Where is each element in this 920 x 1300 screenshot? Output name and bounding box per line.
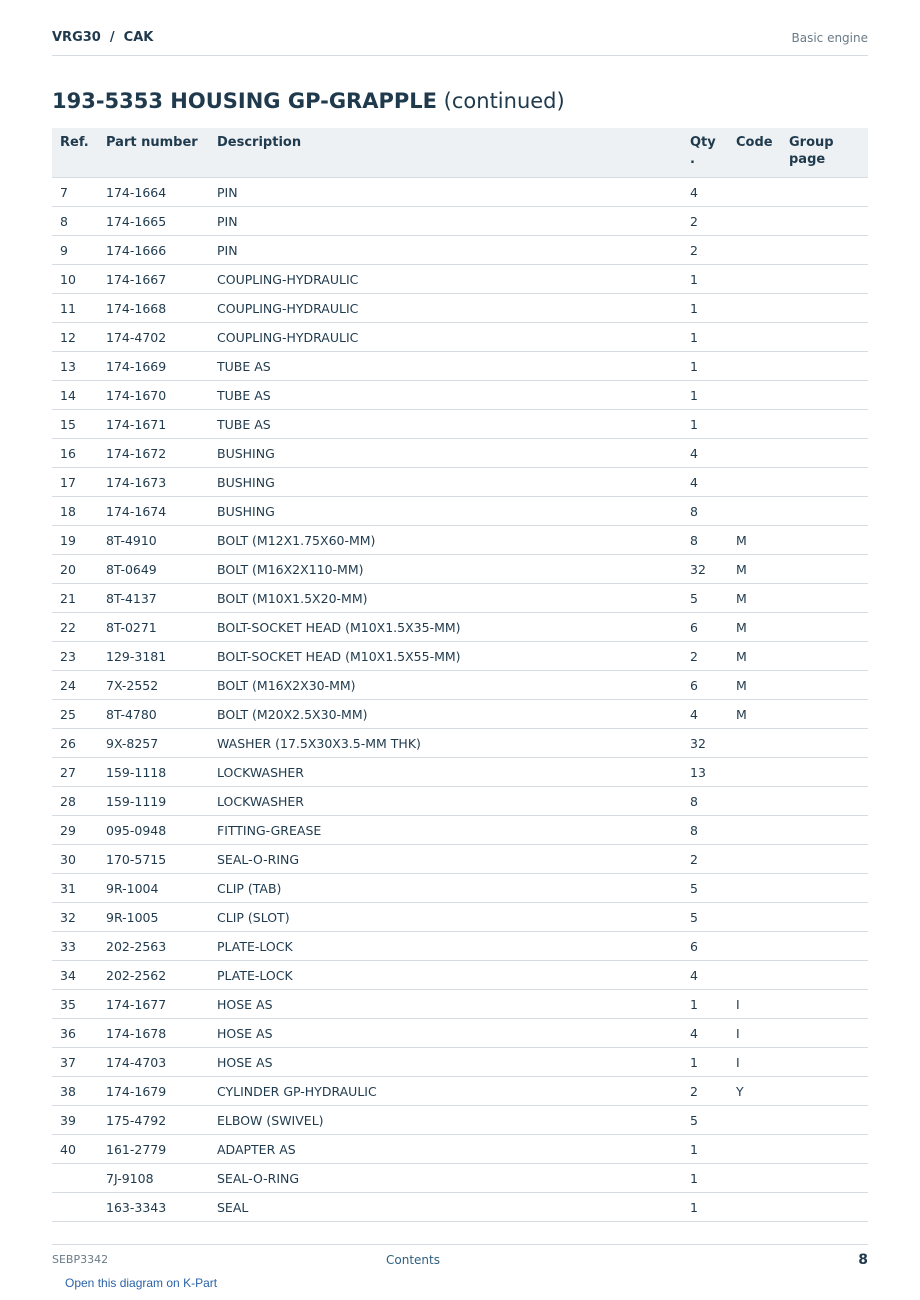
description-cell: HOSE AS	[209, 990, 682, 1019]
qty-cell: 6	[682, 671, 728, 700]
part-number-cell: 202-2563	[98, 932, 209, 961]
description-cell: BOLT (M12X1.75X60-MM)	[209, 526, 682, 555]
group-page-cell	[781, 468, 868, 497]
code-cell: M	[728, 613, 781, 642]
part-number-cell: 8T-4910	[98, 526, 209, 555]
code-cell	[728, 294, 781, 323]
code-cell	[728, 236, 781, 265]
part-number-cell: 174-1674	[98, 497, 209, 526]
code-cell	[728, 468, 781, 497]
code-cell	[728, 729, 781, 758]
ref-cell: 26	[52, 729, 98, 758]
ref-cell: 24	[52, 671, 98, 700]
description-cell: COUPLING-HYDRAULIC	[209, 265, 682, 294]
group-page-cell	[781, 236, 868, 265]
description-cell: CYLINDER GP-HYDRAULIC	[209, 1077, 682, 1106]
table-row	[52, 729, 868, 758]
code-cell: M	[728, 642, 781, 671]
code-cell	[728, 381, 781, 410]
group-page-cell	[781, 584, 868, 613]
group-page-cell	[781, 758, 868, 787]
part-number-cell: 174-4702	[98, 323, 209, 352]
ref-cell: 10	[52, 265, 98, 294]
group-page-cell	[781, 1164, 868, 1193]
table-row	[52, 468, 868, 497]
description-cell: CLIP (TAB)	[209, 874, 682, 903]
ref-cell	[52, 1193, 98, 1222]
code-cell: I	[728, 1019, 781, 1048]
description-cell: BOLT-SOCKET HEAD (M10X1.5X35-MM)	[209, 613, 682, 642]
ref-cell: 31	[52, 874, 98, 903]
qty-cell: 1	[682, 323, 728, 352]
group-page-cell	[781, 207, 868, 236]
code-cell: M	[728, 555, 781, 584]
part-number-cell: 129-3181	[98, 642, 209, 671]
code-cell: M	[728, 671, 781, 700]
table-row	[52, 555, 868, 584]
code-cell	[728, 787, 781, 816]
code-cell: Y	[728, 1077, 781, 1106]
contents-link[interactable]: Contents	[386, 1253, 440, 1267]
part-number-cell: 9R-1004	[98, 874, 209, 903]
group-page-cell	[781, 787, 868, 816]
code-cell	[728, 178, 781, 207]
table-row	[52, 178, 868, 207]
qty-cell: 2	[682, 207, 728, 236]
description-cell: COUPLING-HYDRAULIC	[209, 294, 682, 323]
group-page-cell	[781, 1135, 868, 1164]
ref-cell: 22	[52, 613, 98, 642]
qty-cell: 4	[682, 1019, 728, 1048]
model-breadcrumb: VRG30 / CAK	[52, 30, 154, 45]
table-row	[52, 236, 868, 265]
part-number-cell: 159-1119	[98, 787, 209, 816]
qty-cell: 5	[682, 584, 728, 613]
part-number-cell: 9X-8257	[98, 729, 209, 758]
group-page-cell	[781, 874, 868, 903]
code-cell	[728, 1193, 781, 1222]
ref-cell: 27	[52, 758, 98, 787]
table-row	[52, 207, 868, 236]
qty-cell: 8	[682, 526, 728, 555]
table-row	[52, 1019, 868, 1048]
table-row	[52, 1164, 868, 1193]
kpart-diagram-link[interactable]: Open this diagram on K-Part	[65, 1276, 218, 1290]
ref-cell: 15	[52, 410, 98, 439]
part-number-cell: 174-1673	[98, 468, 209, 497]
description-cell: WASHER (17.5X30X3.5-MM THK)	[209, 729, 682, 758]
qty-cell: 2	[682, 236, 728, 265]
ref-cell: 39	[52, 1106, 98, 1135]
part-number-cell: 174-1670	[98, 381, 209, 410]
table-row	[52, 1106, 868, 1135]
table-row	[52, 584, 868, 613]
description-cell: PIN	[209, 236, 682, 265]
qty-cell: 1	[682, 1193, 728, 1222]
table-row	[52, 265, 868, 294]
table-row	[52, 497, 868, 526]
part-number-cell: 174-1665	[98, 207, 209, 236]
group-page-cell	[781, 932, 868, 961]
code-cell	[728, 932, 781, 961]
description-cell: BOLT (M10X1.5X20-MM)	[209, 584, 682, 613]
code-cell	[728, 1164, 781, 1193]
part-number-cell: 174-1669	[98, 352, 209, 381]
group-page-cell	[781, 671, 868, 700]
part-number-cell: 163-3343	[98, 1193, 209, 1222]
col-header-description: Description	[209, 128, 682, 178]
document-code: SEBP3342	[52, 1253, 109, 1266]
part-number-cell: 174-1668	[98, 294, 209, 323]
group-page-cell	[781, 1193, 868, 1222]
table-row	[52, 845, 868, 874]
section-name: Basic engine	[791, 31, 868, 45]
qty-cell: 4	[682, 700, 728, 729]
table-row	[52, 323, 868, 352]
footer-divider	[52, 1244, 868, 1245]
col-header-qty: Qty .	[682, 128, 728, 178]
page-header	[52, 28, 868, 56]
ref-cell: 40	[52, 1135, 98, 1164]
group-page-cell	[781, 294, 868, 323]
title-main: 193-5353 HOUSING GP-GRAPPLE	[52, 89, 437, 113]
group-page-cell	[781, 178, 868, 207]
qty-cell: 8	[682, 816, 728, 845]
part-number-cell: 174-1667	[98, 265, 209, 294]
qty-cell: 5	[682, 903, 728, 932]
table-row	[52, 410, 868, 439]
ref-cell: 32	[52, 903, 98, 932]
parts-table-body	[52, 178, 868, 1222]
group-page-cell	[781, 990, 868, 1019]
table-row	[52, 671, 868, 700]
table-row	[52, 1077, 868, 1106]
table-row	[52, 642, 868, 671]
group-page-cell	[781, 642, 868, 671]
qty-cell: 4	[682, 178, 728, 207]
qty-cell: 6	[682, 613, 728, 642]
code-cell: I	[728, 1048, 781, 1077]
ref-cell: 7	[52, 178, 98, 207]
qty-cell: 4	[682, 468, 728, 497]
description-cell: BOLT (M16X2X30-MM)	[209, 671, 682, 700]
group-page-cell	[781, 729, 868, 758]
code-cell	[728, 874, 781, 903]
ref-cell: 28	[52, 787, 98, 816]
ref-cell: 36	[52, 1019, 98, 1048]
table-row	[52, 439, 868, 468]
description-cell: LOCKWASHER	[209, 787, 682, 816]
description-cell: TUBE AS	[209, 410, 682, 439]
parts-table	[52, 128, 868, 1222]
ref-cell: 38	[52, 1077, 98, 1106]
part-number-cell: 7J-9108	[98, 1164, 209, 1193]
qty-cell: 2	[682, 845, 728, 874]
qty-cell: 1	[682, 1048, 728, 1077]
qty-cell: 6	[682, 932, 728, 961]
group-page-cell	[781, 700, 868, 729]
table-row	[52, 758, 868, 787]
group-page-cell	[781, 845, 868, 874]
table-row	[52, 961, 868, 990]
group-page-cell	[781, 613, 868, 642]
table-row	[52, 381, 868, 410]
part-number-cell: 170-5715	[98, 845, 209, 874]
group-page-cell	[781, 526, 868, 555]
table-row	[52, 1048, 868, 1077]
page-number: 8	[858, 1252, 868, 1268]
group-page-cell	[781, 352, 868, 381]
table-row	[52, 787, 868, 816]
qty-cell: 13	[682, 758, 728, 787]
table-row	[52, 526, 868, 555]
description-cell: TUBE AS	[209, 352, 682, 381]
code-cell	[728, 439, 781, 468]
code-cell	[728, 207, 781, 236]
part-number-cell: 174-1671	[98, 410, 209, 439]
description-cell: HOSE AS	[209, 1048, 682, 1077]
qty-cell: 8	[682, 497, 728, 526]
code-cell	[728, 903, 781, 932]
description-cell: BOLT (M20X2.5X30-MM)	[209, 700, 682, 729]
table-header-row	[52, 128, 868, 178]
ref-cell: 34	[52, 961, 98, 990]
part-number-cell: 161-2779	[98, 1135, 209, 1164]
group-page-cell	[781, 497, 868, 526]
description-cell: BOLT-SOCKET HEAD (M10X1.5X55-MM)	[209, 642, 682, 671]
code-cell	[728, 323, 781, 352]
part-number-cell: 174-1678	[98, 1019, 209, 1048]
part-number-cell: 7X-2552	[98, 671, 209, 700]
ref-cell: 16	[52, 439, 98, 468]
table-row	[52, 613, 868, 642]
description-cell: PIN	[209, 178, 682, 207]
part-number-cell: 174-1677	[98, 990, 209, 1019]
code-cell	[728, 961, 781, 990]
group-page-cell	[781, 903, 868, 932]
ref-cell: 37	[52, 1048, 98, 1077]
ref-cell: 9	[52, 236, 98, 265]
qty-cell: 1	[682, 352, 728, 381]
table-row	[52, 903, 868, 932]
ref-cell: 18	[52, 497, 98, 526]
qty-cell: 2	[682, 1077, 728, 1106]
group-page-cell	[781, 1077, 868, 1106]
part-number-cell: 8T-4137	[98, 584, 209, 613]
group-page-cell	[781, 555, 868, 584]
group-page-cell	[781, 381, 868, 410]
description-cell: ADAPTER AS	[209, 1135, 682, 1164]
description-cell: BUSHING	[209, 497, 682, 526]
qty-cell: 8	[682, 787, 728, 816]
qty-cell: 1	[682, 265, 728, 294]
code-cell	[728, 816, 781, 845]
ref-cell: 12	[52, 323, 98, 352]
ref-cell: 14	[52, 381, 98, 410]
description-cell: ELBOW (SWIVEL)	[209, 1106, 682, 1135]
description-cell: BUSHING	[209, 439, 682, 468]
ref-cell: 33	[52, 932, 98, 961]
table-row	[52, 874, 868, 903]
qty-cell: 2	[682, 642, 728, 671]
code-cell: I	[728, 990, 781, 1019]
group-page-cell	[781, 816, 868, 845]
ref-cell: 35	[52, 990, 98, 1019]
part-number-cell: 8T-0649	[98, 555, 209, 584]
group-page-cell	[781, 439, 868, 468]
description-cell: CLIP (SLOT)	[209, 903, 682, 932]
qty-cell: 1	[682, 294, 728, 323]
table-row	[52, 1135, 868, 1164]
col-header-ref: Ref.	[52, 128, 98, 178]
group-page-cell	[781, 1048, 868, 1077]
code-cell	[728, 845, 781, 874]
col-header-part-number: Part number	[98, 128, 209, 178]
qty-cell: 1	[682, 1164, 728, 1193]
qty-cell: 4	[682, 439, 728, 468]
qty-cell: 32	[682, 555, 728, 584]
code-cell	[728, 1135, 781, 1164]
code-cell	[728, 352, 781, 381]
qty-cell: 1	[682, 410, 728, 439]
part-number-cell: 9R-1005	[98, 903, 209, 932]
table-row	[52, 700, 868, 729]
ref-cell: 25	[52, 700, 98, 729]
part-number-cell: 159-1118	[98, 758, 209, 787]
description-cell: TUBE AS	[209, 381, 682, 410]
part-number-cell: 174-1666	[98, 236, 209, 265]
ref-cell: 21	[52, 584, 98, 613]
group-page-cell	[781, 323, 868, 352]
description-cell: PLATE-LOCK	[209, 932, 682, 961]
ref-cell: 13	[52, 352, 98, 381]
ref-cell: 11	[52, 294, 98, 323]
ref-cell: 20	[52, 555, 98, 584]
qty-cell: 32	[682, 729, 728, 758]
description-cell: COUPLING-HYDRAULIC	[209, 323, 682, 352]
part-number-cell: 8T-4780	[98, 700, 209, 729]
ref-cell: 29	[52, 816, 98, 845]
group-page-cell	[781, 410, 868, 439]
qty-cell: 1	[682, 990, 728, 1019]
qty-cell: 4	[682, 961, 728, 990]
group-page-cell	[781, 961, 868, 990]
code-cell	[728, 497, 781, 526]
code-cell	[728, 410, 781, 439]
code-cell	[728, 265, 781, 294]
code-cell: M	[728, 526, 781, 555]
code-cell: M	[728, 700, 781, 729]
description-cell: SEAL-O-RING	[209, 1164, 682, 1193]
table-row	[52, 990, 868, 1019]
description-cell: SEAL	[209, 1193, 682, 1222]
col-header-code: Code	[728, 128, 781, 178]
part-number-cell: 174-4703	[98, 1048, 209, 1077]
part-number-cell: 202-2562	[98, 961, 209, 990]
page-title	[52, 89, 565, 113]
table-row	[52, 294, 868, 323]
description-cell: PLATE-LOCK	[209, 961, 682, 990]
title-suffix: (continued)	[437, 89, 565, 113]
qty-cell: 5	[682, 874, 728, 903]
ref-cell: 17	[52, 468, 98, 497]
description-cell: SEAL-O-RING	[209, 845, 682, 874]
ref-cell	[52, 1164, 98, 1193]
ref-cell: 8	[52, 207, 98, 236]
part-number-cell: 175-4792	[98, 1106, 209, 1135]
table-row	[52, 816, 868, 845]
table-row	[52, 1193, 868, 1222]
part-number-cell: 174-1672	[98, 439, 209, 468]
qty-cell: 5	[682, 1106, 728, 1135]
description-cell: LOCKWASHER	[209, 758, 682, 787]
description-cell: HOSE AS	[209, 1019, 682, 1048]
table-row	[52, 352, 868, 381]
part-number-cell: 174-1664	[98, 178, 209, 207]
code-cell	[728, 1106, 781, 1135]
code-cell	[728, 758, 781, 787]
table-row	[52, 932, 868, 961]
ref-cell: 30	[52, 845, 98, 874]
part-number-cell: 8T-0271	[98, 613, 209, 642]
part-number-cell: 095-0948	[98, 816, 209, 845]
group-page-cell	[781, 1019, 868, 1048]
col-header-group-page: Group page	[781, 128, 868, 178]
description-cell: BUSHING	[209, 468, 682, 497]
description-cell: PIN	[209, 207, 682, 236]
ref-cell: 19	[52, 526, 98, 555]
group-page-cell	[781, 1106, 868, 1135]
part-number-cell: 174-1679	[98, 1077, 209, 1106]
qty-cell: 1	[682, 1135, 728, 1164]
description-cell: FITTING-GREASE	[209, 816, 682, 845]
code-cell: M	[728, 584, 781, 613]
ref-cell: 23	[52, 642, 98, 671]
description-cell: BOLT (M16X2X110-MM)	[209, 555, 682, 584]
qty-cell: 1	[682, 381, 728, 410]
group-page-cell	[781, 265, 868, 294]
